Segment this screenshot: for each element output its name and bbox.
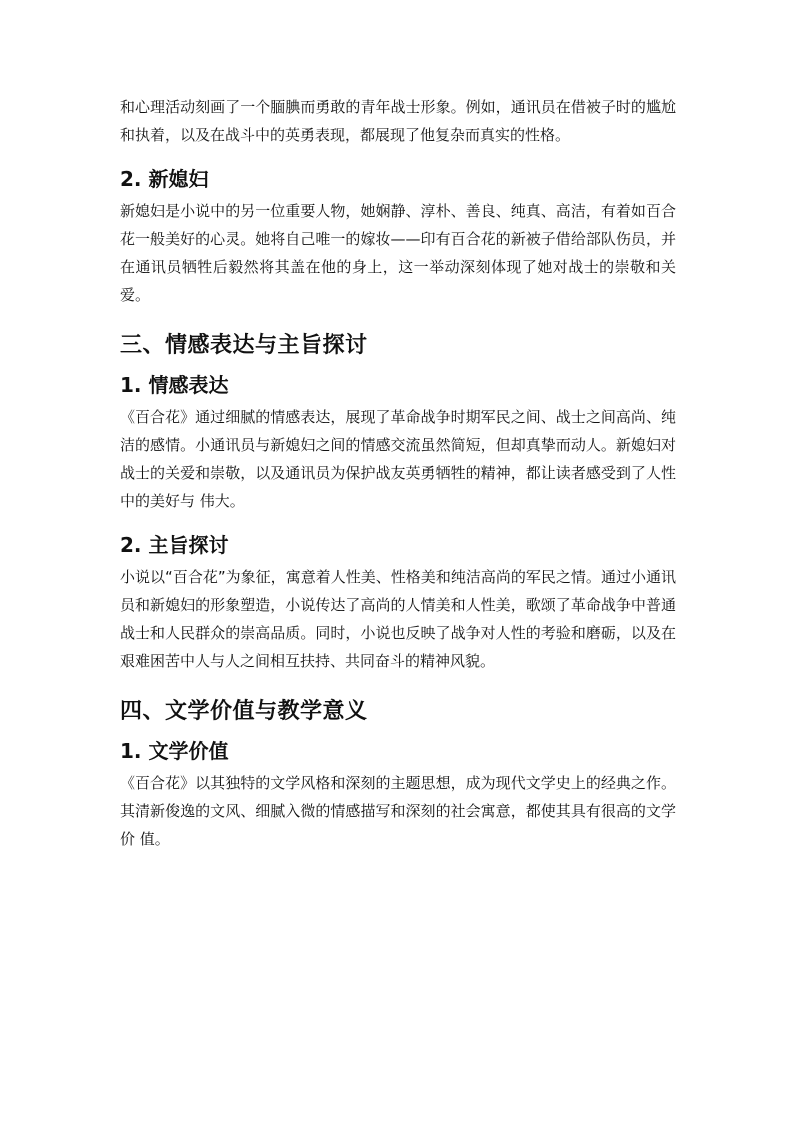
heading-new-bride: 2. 新媳妇: [120, 167, 209, 191]
section-heading-literary-teaching: 四、文学价值与教学意义: [120, 699, 368, 724]
document-body: [120, 93, 676, 853]
heading-literary-value: 1. 文学价值: [120, 739, 229, 763]
heading-theme-discussion: 2. 主旨探讨: [120, 533, 229, 557]
paragraph-literary-value: 《百合花》以其独特的文学风格和深刻的主题思想，成为现代文学史上的经典之作。其清新俊逸的文风、细腻入微的情感描写和深刻的社会寓意，都使其具有很高的文学价 值。: [120, 774, 676, 848]
paragraph-theme-discussion: 小说以“百合花”为象征，寓意着人性美、性格美和纯洁高尚的军民之情。通过小通讯员和新媳妇的形象塑造，小说传达了高尚的人情美和人性美，歌颂了革命战争中普通战士和人民群众的崇高品质。同时，小说也反映了战争对人性的考验和磨砺，以及在艰难困苦中人与人之间相互扶持、共同奋斗的精神风貌。: [120, 568, 676, 670]
heading-emotional-expression: 1. 情感表达: [120, 373, 229, 397]
section-heading-emotion-theme: 三、情感表达与主旨探讨: [120, 333, 368, 358]
paragraph-new-bride: 新媳妇是小说中的另一位重要人物，她娴静、淳朴、善良、纯真、高洁，有着如百合花一般美好的心灵。她将自己唯一的嫁妆——印有百合花的新被子借给部队伤员，并在通讯员牺牲后毅然将其盖在他的身上，这一举动深刻体现了她对战士的崇敬和关爱。: [120, 202, 676, 304]
paragraph-messenger-character: 和心理活动刻画了一个腼腆而勇敢的青年战士形象。例如，通讯员在借被子时的尴尬和执着，以及在战斗中的英勇表现，都展现了他复杂而真实的性格。: [120, 98, 676, 144]
paragraph-emotional-expression: 《百合花》通过细腻的情感表达，展现了革命战争时期军民之间、战士之间高尚、纯洁的感情。小通讯员与新媳妇之间的情感交流虽然简短，但却真挚而动人。新媳妇对战士的关爱和崇敬，以及通讯员为保护战友英勇牺牲的精神，都让读者感受到了人性中的美好与 伟大。: [120, 408, 676, 510]
